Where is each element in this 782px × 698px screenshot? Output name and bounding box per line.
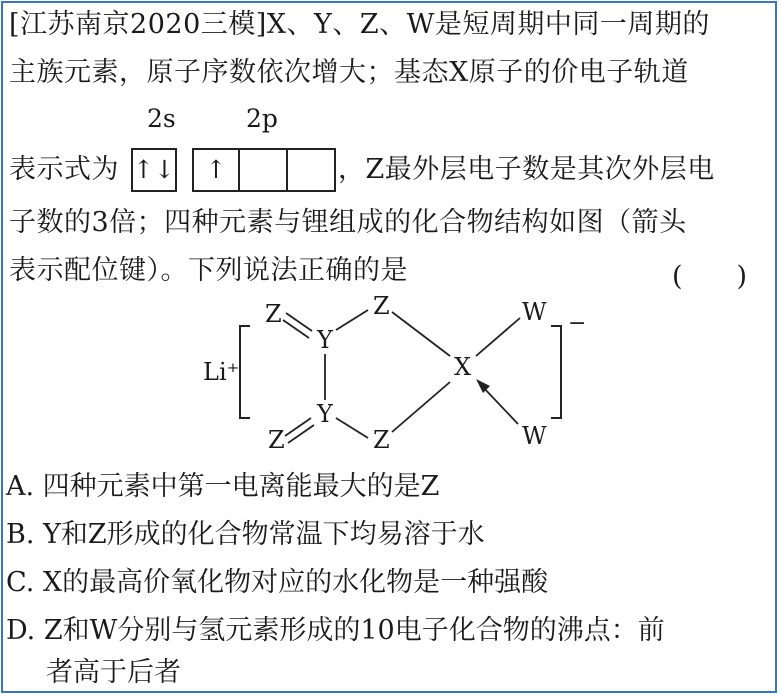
option-d-continuation: 者高于后者: [46, 657, 181, 688]
atom-z-bottom-mid: Z: [373, 426, 390, 454]
question-line-5: 表示配位键）。下列说法正确的是: [9, 255, 408, 286]
atom-z-top-mid: Z: [373, 292, 390, 320]
atom-w-bottom: W: [522, 422, 547, 450]
atom-z-bottom-left: Z: [268, 426, 285, 454]
atom-z-top-left: Z: [265, 300, 282, 328]
orbital-label-2p: 2p: [246, 104, 278, 133]
left-bracket: [240, 326, 250, 418]
bond-z-x-bottom: [392, 382, 450, 432]
atom-y-top: Y: [317, 326, 333, 354]
bond-z-y-bottom-double-a: [285, 418, 311, 436]
question-line-2: 主族元素，原子序数依次增大；基态X原子的价电子轨道: [9, 57, 689, 88]
bond-z-y-bottom-double-b: [288, 425, 314, 443]
bond-z-x-top: [392, 312, 450, 356]
option-b[interactable]: B. Y和Z形成的化合物常温下均易溶于水: [6, 519, 485, 550]
lithium-cation: Li⁺: [203, 358, 240, 386]
question-line-4: 子数的3倍；四种元素与锂组成的化合物结构如图（箭头: [9, 207, 687, 238]
coordinate-bond-arrowhead: [476, 379, 490, 393]
atom-y-bottom: Y: [317, 400, 333, 428]
atom-x-center: X: [454, 353, 472, 381]
bond-y-z-bottom: [336, 418, 368, 438]
orbital-box-2p-1: ↑: [192, 148, 240, 192]
option-c[interactable]: C. X的最高价氧化物对应的水化物是一种强酸: [6, 567, 549, 598]
question-line-1: [江苏南京2020三模]X、Y、Z、W是短周期中同一周期的: [9, 9, 710, 40]
orbital-box-2s: ↑↓: [131, 148, 177, 192]
bond-z-y-top-double-a: [286, 313, 312, 331]
coordinate-bond-w-x: [482, 386, 518, 424]
atom-w-top: W: [522, 298, 547, 326]
anion-charge: −: [568, 311, 587, 336]
orbital-label-2s: 2s: [147, 104, 176, 133]
bond-z-y-top-double-b: [283, 320, 309, 338]
bond-y-z-top: [336, 310, 368, 330]
bond-x-w-top: [476, 318, 520, 356]
answer-parentheses: ( ): [672, 261, 748, 292]
option-a[interactable]: A. 四种元素中第一电离能最大的是Z: [6, 471, 440, 502]
question-line-3-suffix: ，Z最外层电子数是其次外层电: [338, 154, 715, 185]
right-bracket: [551, 326, 561, 418]
option-d[interactable]: D. Z和W分别与氢元素形成的10电子化合物的沸点：前: [6, 615, 665, 646]
question-line-3-prefix: 表示式为: [9, 154, 119, 185]
